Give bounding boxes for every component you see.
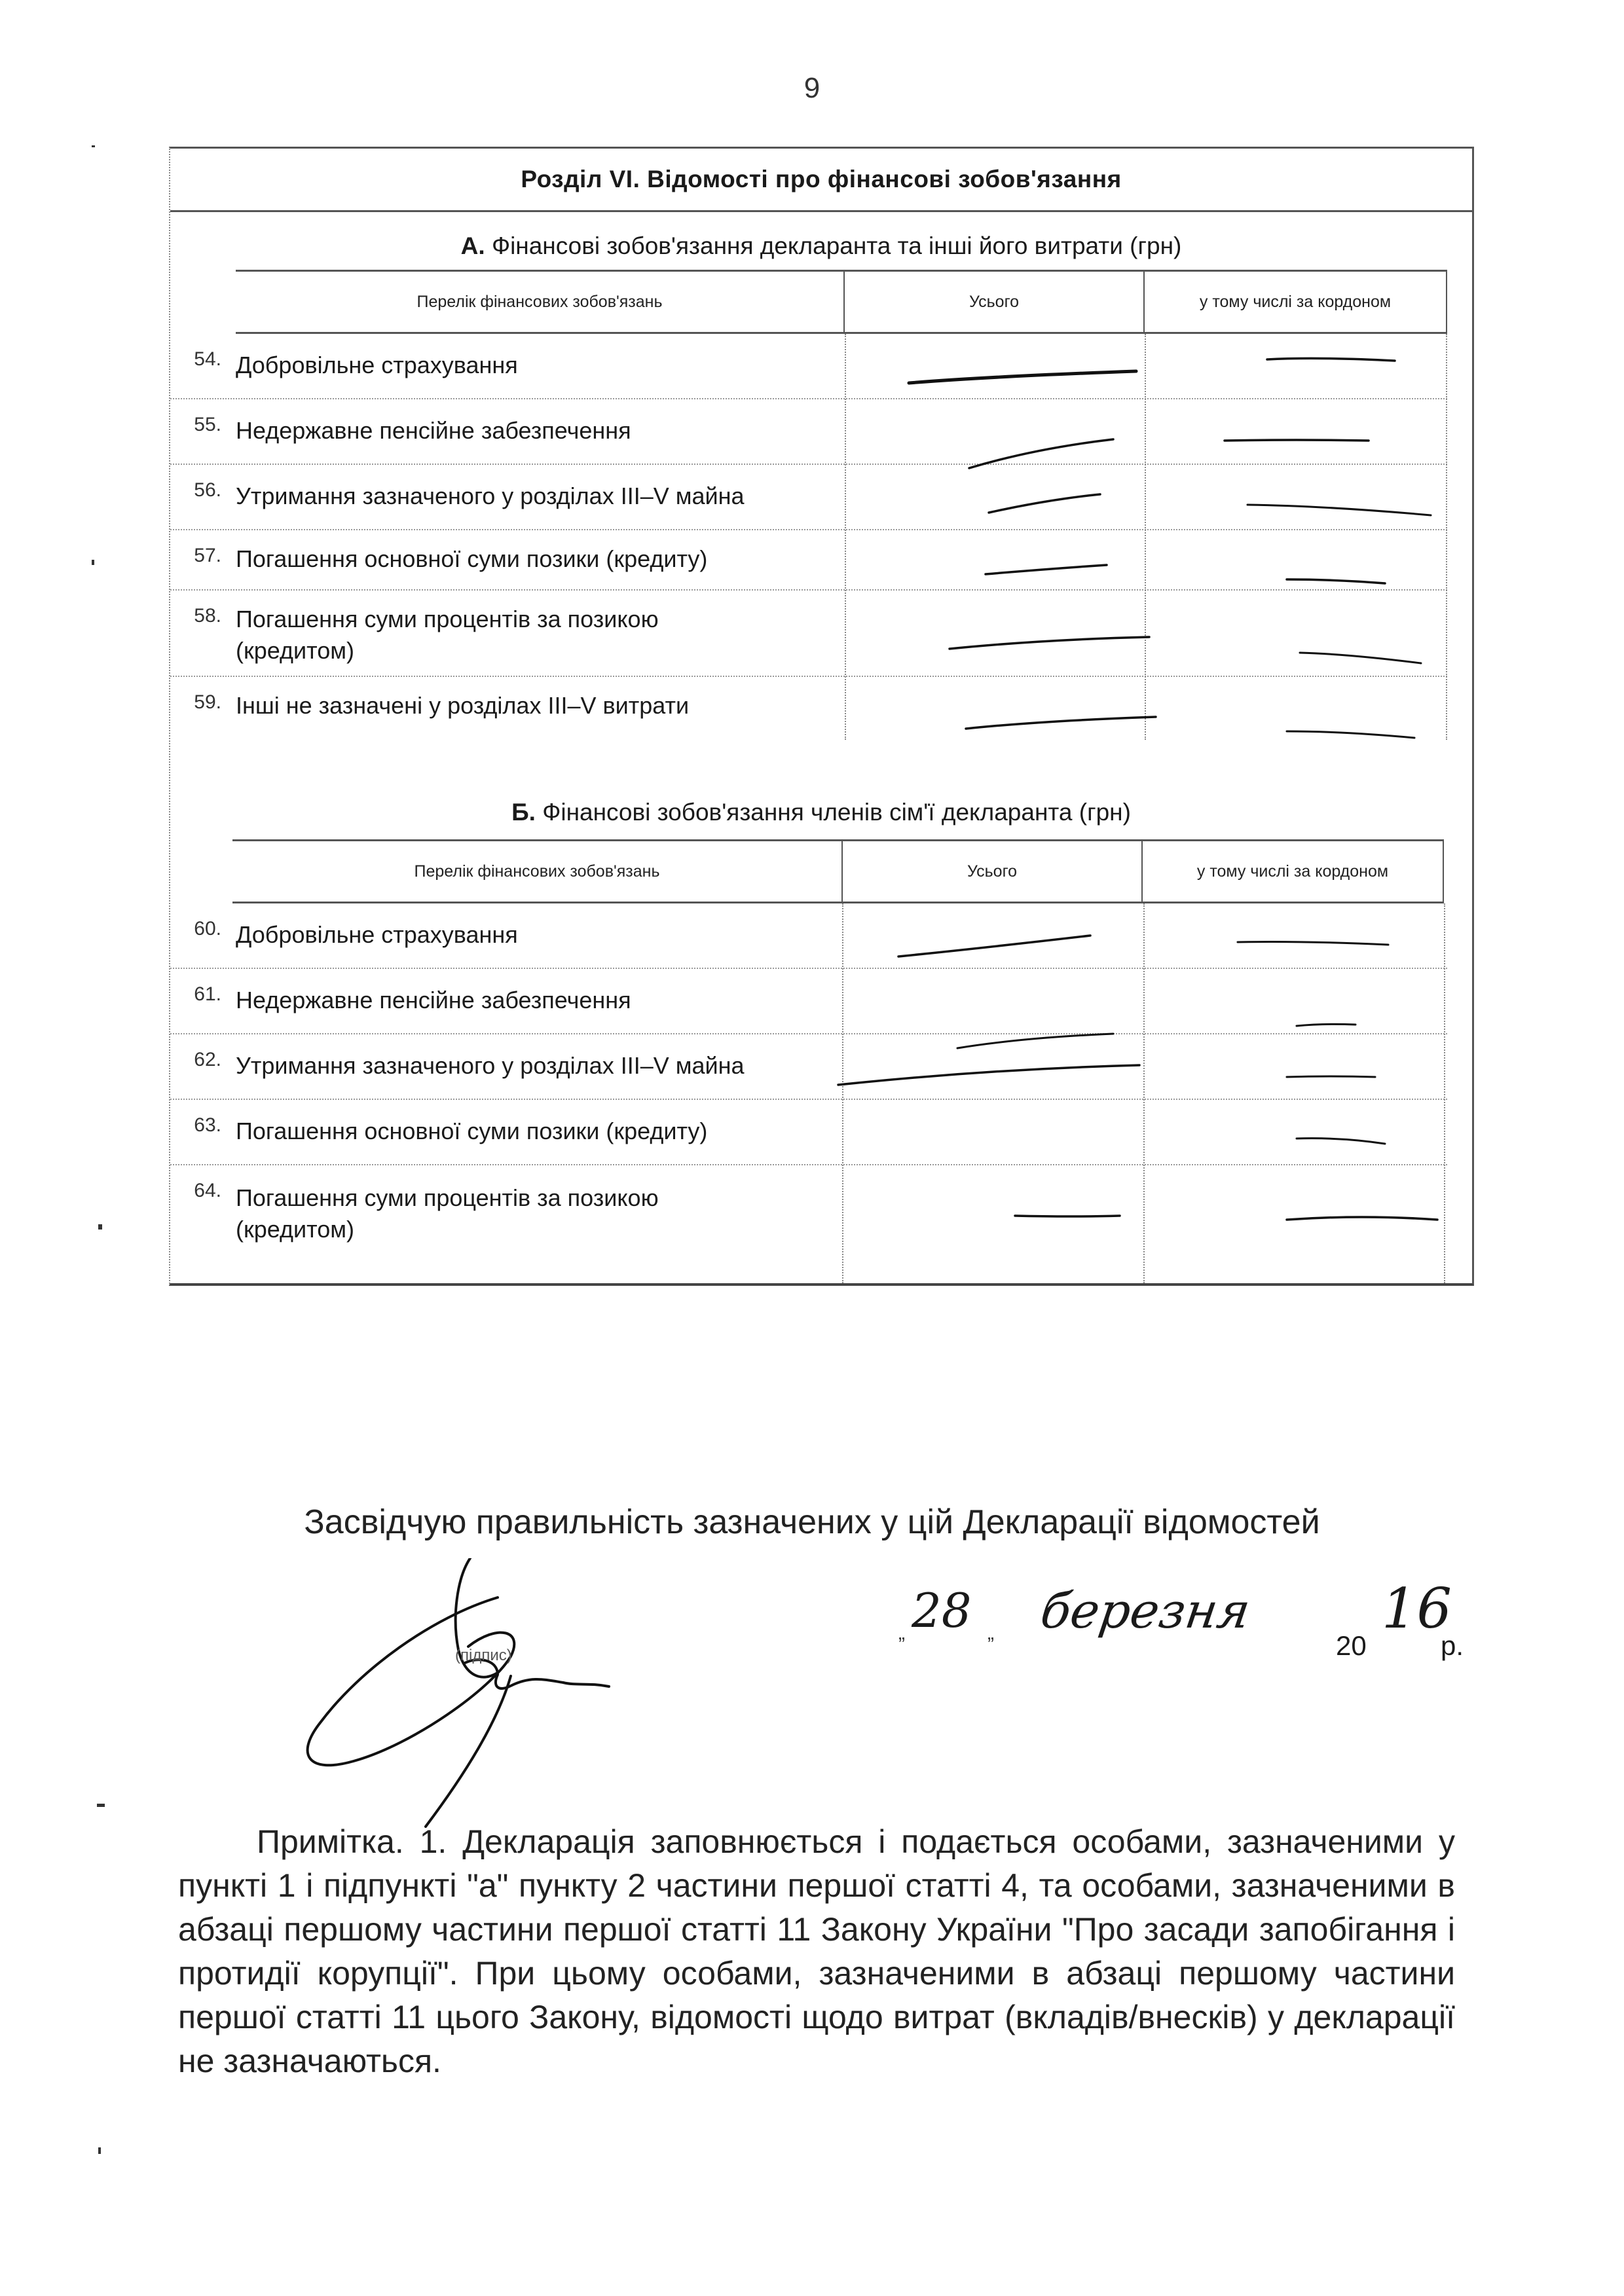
header-total: Усього: [845, 272, 1145, 332]
dash-mark: [838, 1065, 1139, 1085]
row-label: Інші не зазначені у розділах III–V витрати: [236, 692, 690, 719]
row-label: Погашення основної суми позики (кредиту): [236, 545, 708, 572]
row-label: Погашення основної суми позики (кредиту): [236, 1118, 708, 1144]
dash-mark: [1238, 942, 1388, 945]
row-label: Недержавне пенсійне забезпечення: [236, 987, 631, 1013]
dash-mark: [1300, 653, 1421, 663]
row-label: Утримання зазначеного у розділах III–V майна: [236, 1052, 745, 1079]
signature-caption: (підпис): [455, 1647, 512, 1664]
row-label: Утримання зазначеного у розділах III–V майна: [236, 483, 745, 509]
header-abroad: у тому числі за кордоном: [1143, 841, 1444, 902]
dash-mark: [1225, 440, 1369, 441]
header-total: Усього: [843, 841, 1143, 902]
dash-mark: [969, 439, 1113, 468]
dash-mark: [1287, 579, 1385, 583]
row-number: 57.: [194, 545, 221, 566]
scan-speck: [92, 145, 95, 147]
dash-mark: [898, 936, 1090, 957]
row-number: 62.: [194, 1049, 221, 1070]
row-number: 56.: [194, 479, 221, 501]
date-year-suffix: 16: [1382, 1576, 1452, 1641]
dash-mark: [1287, 1076, 1375, 1077]
dash-mark: [1297, 1139, 1385, 1144]
header-abroad: у тому числі за кордоном: [1145, 272, 1447, 332]
header-list: Перелік фінансових зобов'язань: [236, 272, 845, 332]
row-label: Погашення суми процентів за позикою (кредитом): [236, 606, 659, 664]
row-number: 63.: [194, 1114, 221, 1136]
dash-mark: [966, 717, 1156, 729]
row-number: 59.: [194, 691, 221, 713]
scan-speck: [98, 1224, 102, 1230]
dash-mark: [986, 565, 1107, 574]
note-lead: Примітка.: [257, 1823, 404, 1860]
dash-mark: [1267, 358, 1395, 361]
attestation-statement: Засвідчую правильність зазначених у цій Декларації відомостей: [304, 1503, 1320, 1541]
note-text: Декларація заповнюється і подається особами, зазначеними у пункті 1 і підпункті "а" пункту 2 частини першої статті 4, та особами, зазначеними в абзаці першому частини першої статті 11 Закону України "Про засади запобігання і протидії корупції". При цьому особами, зазначеними в абзаці першому частини першої статті 11 цього Закону, відомості щодо витрат (вкладів/внесків) у декларації не зазначаються.: [178, 1823, 1455, 2079]
date-open-quote: „: [898, 1622, 905, 1644]
date-month: березня: [1037, 1583, 1254, 1639]
date-year-prefix: 20: [1336, 1630, 1367, 1661]
note-number: 1.: [419, 1823, 447, 1860]
row-number: 55.: [194, 414, 221, 435]
dash-mark: [989, 494, 1100, 513]
dash-mark: [1297, 1024, 1356, 1026]
scan-speck: [97, 1804, 105, 1807]
header-list: Перелік фінансових зобов'язань: [232, 841, 843, 902]
dash-mark: [950, 637, 1149, 649]
row-number: 60.: [194, 918, 221, 939]
date-day: 28: [912, 1583, 972, 1638]
part-a-letter: А.: [460, 232, 485, 259]
handwritten-signature: [301, 1558, 668, 1833]
part-a-title-text: Фінансові зобов'язання декларанта та інші його витрати (грн): [491, 232, 1182, 259]
dash-mark: [1287, 1217, 1437, 1220]
dash-mark: [909, 371, 1136, 383]
part-b-letter: Б.: [511, 799, 536, 826]
dash-mark: [1247, 505, 1431, 515]
row-number: 58.: [194, 605, 221, 627]
scan-speck: [98, 2147, 101, 2154]
dash-mark: [957, 1034, 1113, 1048]
scan-speck: [92, 560, 94, 565]
handwritten-dash-marks: [170, 149, 1475, 1288]
date-year-unit: р.: [1441, 1630, 1464, 1661]
row-label: Погашення суми процентів за позикою (кредитом): [236, 1184, 659, 1243]
row-number: 64.: [194, 1180, 221, 1201]
row-label: Добровільне страхування: [236, 352, 518, 378]
row-number: 61.: [194, 983, 221, 1005]
footnote: [178, 1820, 1455, 2083]
row-number: 54.: [194, 348, 221, 370]
part-b-title-text: Фінансові зобов'язання членів сім'ї декларанта (грн): [542, 799, 1131, 826]
section-title: Розділ VI. Відомості про фінансові зобов'язання: [170, 149, 1472, 212]
dash-mark: [1287, 731, 1414, 738]
date-close-quote: „: [987, 1622, 994, 1644]
page-number: 9: [803, 72, 821, 104]
row-label: Недержавне пенсійне забезпечення: [236, 417, 631, 444]
row-label: Добровільне страхування: [236, 921, 518, 948]
financial-obligations-table: [169, 147, 1474, 1286]
